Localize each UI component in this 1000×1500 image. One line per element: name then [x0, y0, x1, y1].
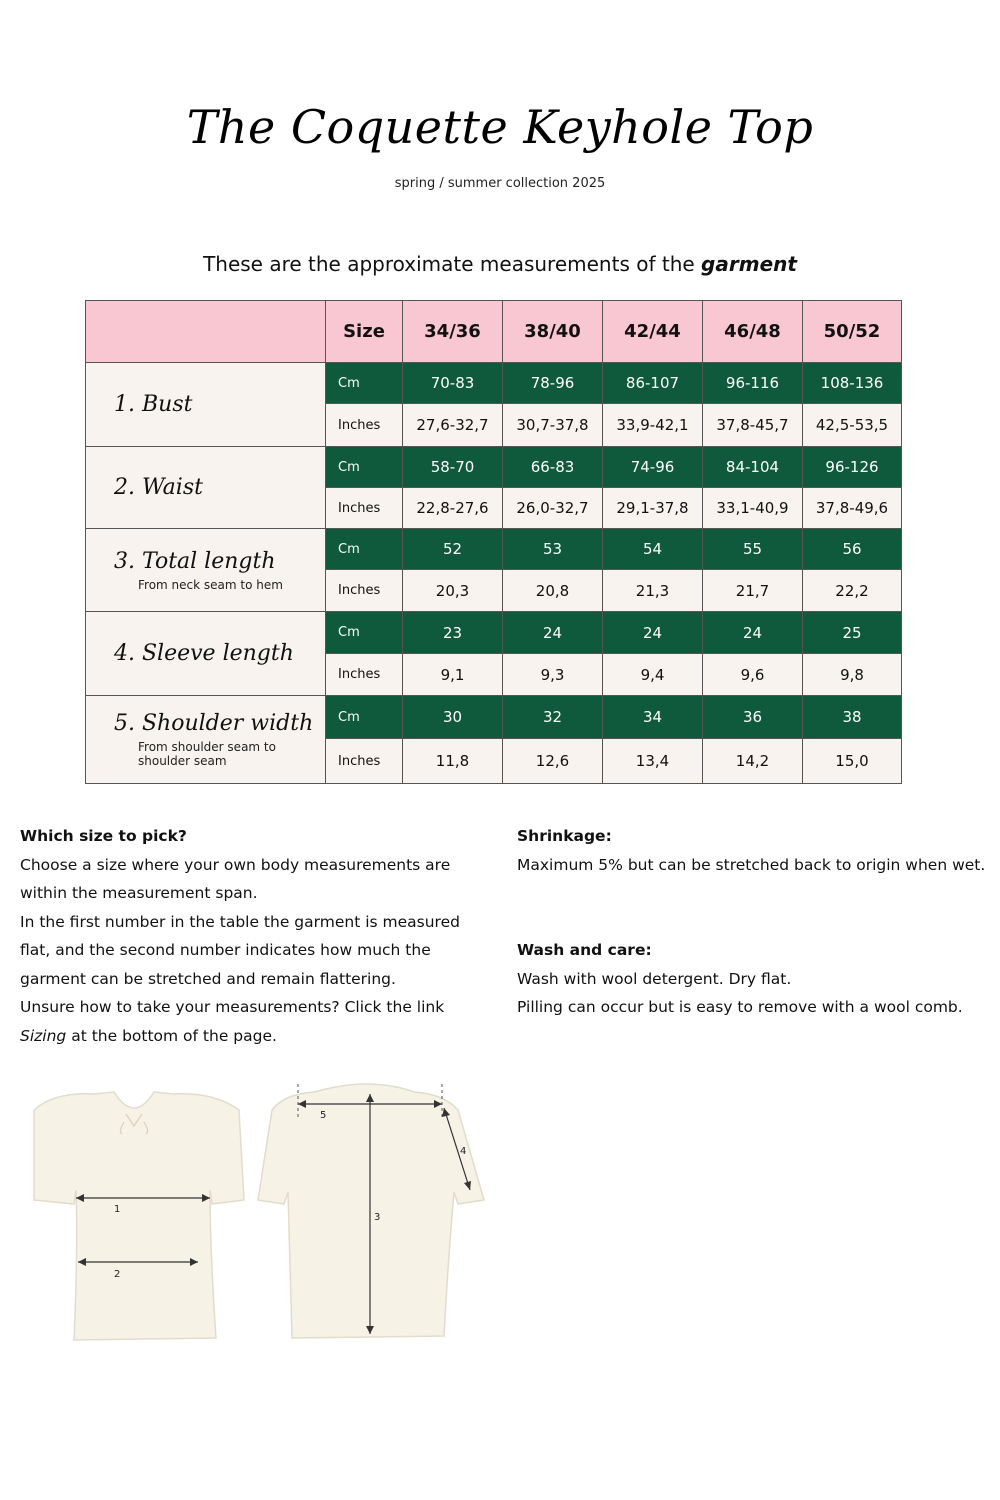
table-cell: 11,8	[403, 739, 503, 784]
unit-inches: Inches	[326, 654, 403, 696]
size-label: Size	[326, 301, 403, 363]
table-cell: 53	[503, 529, 603, 570]
intro-prefix: These are the approximate measurements of the	[203, 252, 695, 276]
shrinkage-heading: Shrinkage:	[517, 827, 612, 845]
table-cell: 96-126	[803, 447, 902, 488]
sleeve-cm-row	[86, 612, 902, 654]
table-cell: 56	[803, 529, 902, 570]
shoulder-cm-row	[86, 696, 902, 739]
table-cell: 55	[703, 529, 803, 570]
table-cell: 36	[703, 696, 803, 739]
table-cell: 74-96	[603, 447, 703, 488]
measure-name: 5. Shoulder width	[114, 711, 314, 736]
table-cell: 78-96	[503, 363, 603, 404]
measure-note: From shoulder seam to shoulder seam	[138, 740, 276, 768]
intro-emphasis: garment	[701, 252, 797, 276]
table-cell: 38	[803, 696, 902, 739]
table-cell: 20,8	[503, 570, 603, 612]
table-cell: 9,4	[603, 654, 703, 696]
table-cell: 27,6-32,7	[403, 404, 503, 447]
table-cell: 32	[503, 696, 603, 739]
intro-text	[0, 252, 1000, 276]
unit-cm: Cm	[326, 363, 403, 404]
which-size-p3-text: Unsure how to take your measurements? Click the link	[20, 998, 445, 1016]
size-chart-table	[85, 300, 902, 784]
table-cell: 9,3	[503, 654, 603, 696]
size-col-3: 42/44	[603, 301, 703, 363]
table-cell: 20,3	[403, 570, 503, 612]
table-cell: 86-107	[603, 363, 703, 404]
shoulder-label-cell	[86, 696, 326, 784]
waist-label-cell	[86, 447, 326, 529]
wash-heading: Wash and care:	[517, 941, 652, 959]
table-cell: 30	[403, 696, 503, 739]
table-cell: 66-83	[503, 447, 603, 488]
table-cell: 70-83	[403, 363, 503, 404]
size-header-row	[86, 301, 902, 363]
unit-cm: Cm	[326, 447, 403, 488]
size-col-4: 46/48	[703, 301, 803, 363]
table-cell: 23	[403, 612, 503, 654]
unit-cm: Cm	[326, 529, 403, 570]
table-cell: 9,6	[703, 654, 803, 696]
shrinkage-text: Maximum 5% but can be stretched back to origin when wet.	[517, 855, 986, 874]
table-cell: 24	[703, 612, 803, 654]
diagram-label-3: 3	[374, 1212, 381, 1223]
sizing-link[interactable]: Sizing	[20, 1026, 67, 1045]
length-label-cell	[86, 529, 326, 612]
unit-inches: Inches	[326, 404, 403, 447]
size-col-1: 34/36	[403, 301, 503, 363]
bust-label-cell	[86, 363, 326, 447]
diagram-label-2: 2	[114, 1269, 121, 1280]
table-cell: 21,7	[703, 570, 803, 612]
waist-cm-row	[86, 447, 902, 488]
unit-cm: Cm	[326, 696, 403, 739]
front-view-illustration	[34, 1092, 244, 1340]
table-cell: 84-104	[703, 447, 803, 488]
table-cell: 12,6	[503, 739, 603, 784]
unit-inches: Inches	[326, 739, 403, 784]
which-size-p3-end: at the bottom of the page.	[71, 1026, 277, 1045]
page-title: The Coquette Keyhole Top	[186, 100, 814, 154]
table-cell: 58-70	[403, 447, 503, 488]
table-cell: 25	[803, 612, 902, 654]
table-cell: 52	[403, 529, 503, 570]
table-cell: 24	[603, 612, 703, 654]
back-view-illustration	[258, 1084, 484, 1338]
diagram-label-5: 5	[320, 1110, 327, 1121]
table-cell: 108-136	[803, 363, 902, 404]
table-cell: 21,3	[603, 570, 703, 612]
wash-line-1: Wash with wool detergent. Dry flat.	[517, 969, 792, 988]
garment-measurement-diagram	[14, 1080, 494, 1350]
care-section	[517, 822, 997, 1022]
unit-cm: Cm	[326, 612, 403, 654]
table-cell: 29,1-37,8	[603, 488, 703, 529]
measure-name: 4. Sleeve length	[114, 641, 294, 666]
table-cell: 15,0	[803, 739, 902, 784]
measure-name: 3. Total length	[114, 548, 276, 574]
which-size-heading: Which size to pick?	[20, 827, 187, 845]
sleeve-label-cell	[86, 612, 326, 696]
table-cell: 33,9-42,1	[603, 404, 703, 447]
table-cell: 22,2	[803, 570, 902, 612]
table-cell: 24	[503, 612, 603, 654]
table-cell: 30,7-37,8	[503, 404, 603, 447]
diagram-label-4: 4	[460, 1146, 467, 1157]
wash-line-2: Pilling can occur but is easy to remove with a wool comb.	[517, 998, 963, 1016]
length-cm-row	[86, 529, 902, 570]
table-cell: 96-116	[703, 363, 803, 404]
which-size-p1: Choose a size where your own body measurements are within the measurement span.	[20, 855, 451, 902]
table-cell: 26,0-32,7	[503, 488, 603, 529]
measure-note: From neck seam to hem	[138, 577, 283, 592]
table-cell: 22,8-27,6	[403, 488, 503, 529]
unit-inches: Inches	[326, 570, 403, 612]
table-cell: 37,8-49,6	[803, 488, 902, 529]
bust-cm-row	[86, 363, 902, 404]
table-cell: 9,1	[403, 654, 503, 696]
table-cell: 37,8-45,7	[703, 404, 803, 447]
diagram-label-1: 1	[114, 1204, 121, 1215]
table-cell: 34	[603, 696, 703, 739]
table-cell: 42,5-53,5	[803, 404, 902, 447]
table-cell: 9,8	[803, 654, 902, 696]
measure-name: 2. Waist	[114, 475, 203, 500]
table-cell: 14,2	[703, 739, 803, 784]
header-blank-cell	[86, 301, 326, 363]
which-size-p2: In the first number in the table the garment is measured flat, and the second number indicates how much the garment can be stretched and remain flattering.	[20, 912, 460, 988]
measure-name: 1. Bust	[114, 392, 193, 417]
table-cell: 54	[603, 529, 703, 570]
size-col-5: 50/52	[803, 301, 902, 363]
which-size-p3	[20, 993, 480, 1050]
table-cell: 13,4	[603, 739, 703, 784]
which-size-section	[20, 822, 480, 1050]
size-col-2: 38/40	[503, 301, 603, 363]
table-cell: 33,1-40,9	[703, 488, 803, 529]
collection-subtitle: spring / summer collection 2025	[394, 176, 606, 191]
unit-inches: Inches	[326, 488, 403, 529]
